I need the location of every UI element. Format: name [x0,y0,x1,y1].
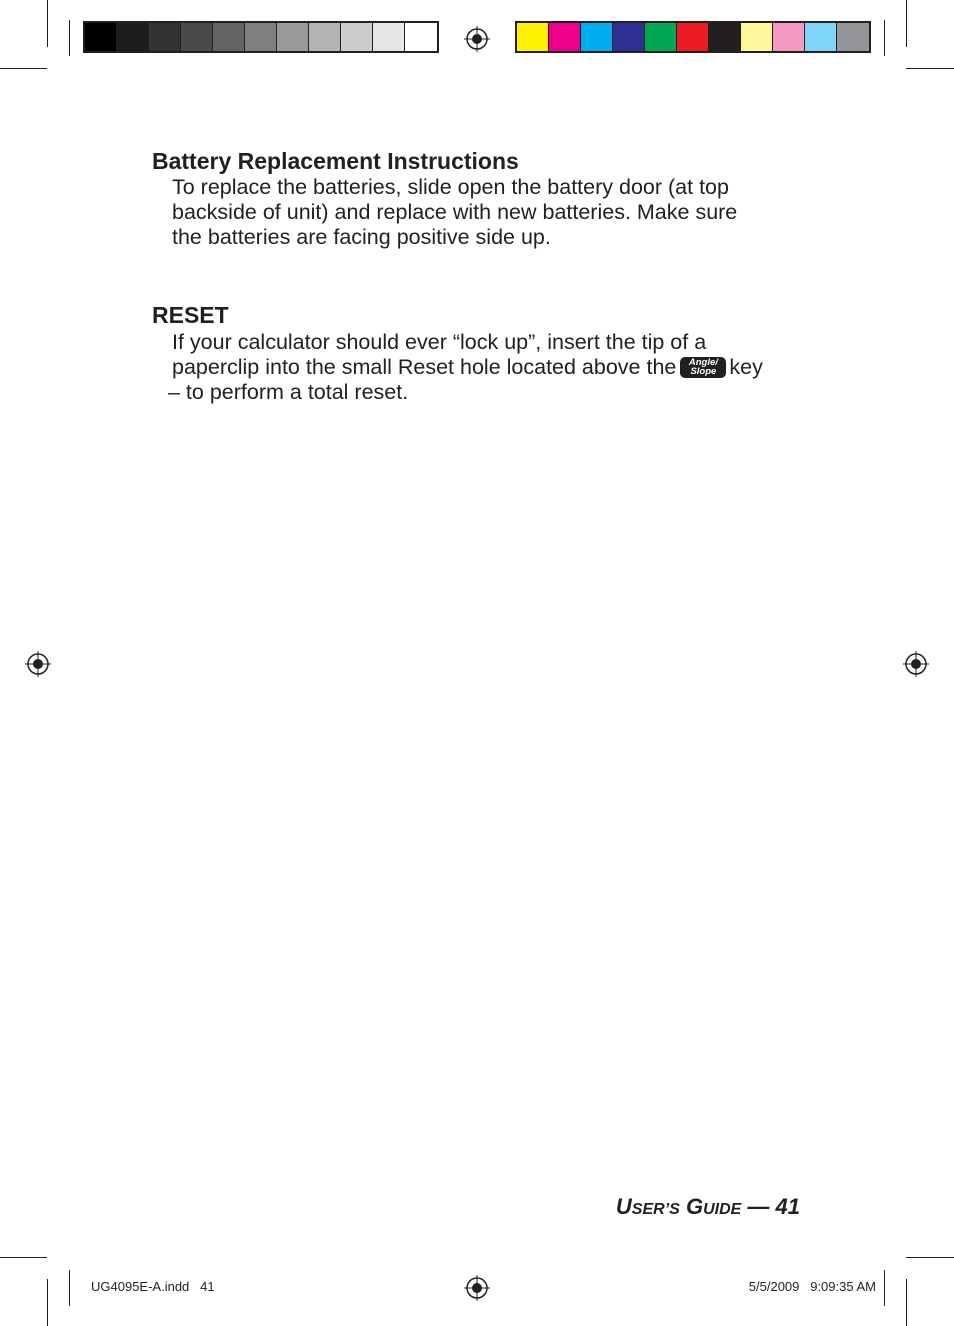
crop-mark [906,1279,907,1326]
color-swatch [549,23,581,51]
color-swatch [309,23,341,51]
crop-mark [0,68,47,69]
slug-timestamp: 5/5/2009 9:09:35 AM [748,1279,876,1294]
color-swatch [373,23,405,51]
color-swatch [149,23,181,51]
reset-line-2 [172,355,812,380]
key-label-top: Angle/ [688,357,718,368]
crop-mark [47,1279,48,1326]
color-swatch [741,23,773,51]
crop-mark [906,1257,954,1258]
reset-line-3: – to perform a total reset. [168,380,409,404]
page-number: — 41 [741,1194,800,1219]
color-swatch [773,23,805,51]
color-swatch [837,23,869,51]
footer-uide: UIDE [703,1201,742,1218]
footer-ser: SER [631,1201,665,1218]
color-swatch [341,23,373,51]
footer-u: U [615,1194,632,1219]
crop-mark [906,0,907,47]
color-swatch [517,23,549,51]
registration-mark-icon [903,651,929,677]
reset-line-2-key-word: key [729,355,763,379]
color-swatch [709,23,741,51]
color-swatch [805,23,837,51]
crop-mark [884,20,885,56]
battery-section-heading: Battery Replacement Instructions [152,148,519,174]
crop-mark [69,1270,70,1306]
color-swatch [645,23,677,51]
color-swatch [213,23,245,51]
color-swatch [613,23,645,51]
footer-apos-s: ’S [664,1201,680,1218]
registration-mark-icon [25,651,51,677]
registration-mark-icon [464,1275,490,1301]
crop-mark [47,0,48,47]
reset-line-1: If your calculator should ever “lock up”, insert the tip of a [172,330,707,354]
crop-mark [906,68,954,69]
slug-filename: UG4095E-A.indd 41 [91,1279,215,1294]
battery-line-1: To replace the batteries, slide open the battery door (at top [172,175,729,199]
grayscale-color-bar [83,21,439,53]
registration-mark-icon [464,26,490,52]
color-swatch [677,23,709,51]
color-swatch [277,23,309,51]
crop-mark [0,1257,47,1258]
battery-line-2: backside of unit) and replace with new batteries. Make sure [172,200,738,224]
color-swatch [117,23,149,51]
process-color-bar [515,21,871,53]
key-label-bottom: Slope [690,366,717,377]
footer-g: G [685,1194,704,1219]
color-swatch [405,23,437,51]
color-swatch [181,23,213,51]
page-footer-title [616,1194,800,1223]
color-swatch [85,23,117,51]
reset-section-heading: RESET [152,302,229,328]
battery-line-3: the batteries are facing positive side up. [172,225,551,249]
crop-mark [69,20,70,56]
color-swatch [581,23,613,51]
color-swatch [245,23,277,51]
crop-mark [884,1270,885,1306]
reset-instructions [168,330,812,405]
angle-slope-key-icon [680,357,726,378]
battery-instructions [172,175,812,250]
reset-line-2-text: paperclip into the small Reset hole located above the [172,355,677,379]
